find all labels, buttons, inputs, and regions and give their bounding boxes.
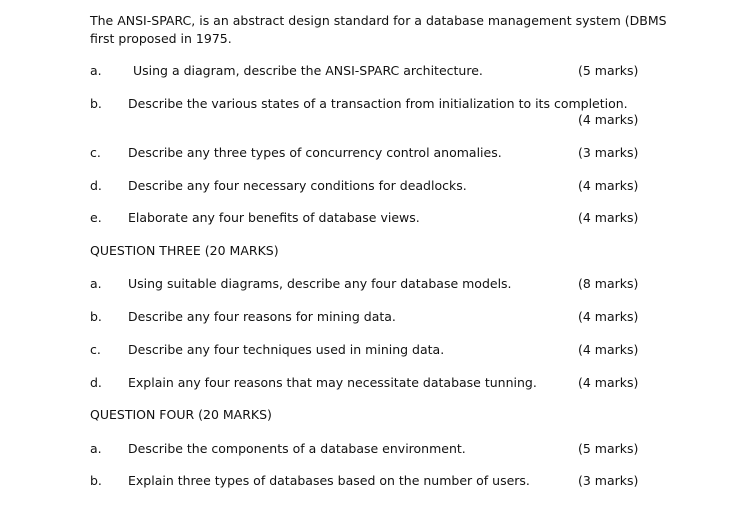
item-letter: b. [90, 309, 102, 324]
question-item [0, 209, 756, 227]
item-marks: (4 marks) [578, 178, 639, 193]
item-letter: b. [90, 473, 102, 488]
item-text: Explain three types of databases based on the number of users. [128, 473, 530, 488]
item-marks: (3 marks) [578, 473, 639, 488]
question-item [0, 341, 756, 359]
section-heading-text: QUESTION FOUR (20 MARKS) [90, 407, 272, 422]
question-item [0, 374, 756, 392]
question-item [0, 177, 756, 195]
question-item [0, 144, 756, 162]
question-item-marks-row [0, 111, 756, 129]
intro-line-2: first proposed in 1975. [90, 31, 232, 46]
item-text: Describe any four necessary conditions for deadlocks. [128, 178, 467, 193]
item-text: Describe any three types of concurrency control anomalies. [128, 145, 502, 160]
item-letter: d. [90, 375, 102, 390]
section-heading-q3 [0, 242, 756, 260]
question-item [0, 472, 756, 490]
intro-line-1: The ANSI-SPARC, is an abstract design standard for a database management system (DBMS [90, 13, 667, 28]
item-marks: (3 marks) [578, 145, 639, 160]
intro-paragraph [90, 12, 680, 48]
question-item [0, 62, 756, 80]
item-text: Describe the components of a database environment. [128, 441, 466, 456]
item-text: Using suitable diagrams, describe any four database models. [128, 276, 512, 291]
item-text: Using a diagram, describe the ANSI-SPARC architecture. [133, 63, 483, 78]
item-marks: (8 marks) [578, 276, 639, 291]
item-letter: c. [90, 342, 101, 357]
item-marks: (4 marks) [578, 210, 639, 225]
item-text: Describe any four techniques used in mining data. [128, 342, 445, 357]
item-letter: a. [90, 441, 102, 456]
item-marks: (4 marks) [578, 112, 639, 127]
item-text: Describe the various states of a transaction from initialization to its completion. [128, 96, 628, 111]
item-text: Describe any four reasons for mining data. [128, 309, 396, 324]
item-letter: b. [90, 96, 102, 111]
item-text: Explain any four reasons that may necessitate database tunning. [128, 375, 537, 390]
item-letter: c. [90, 145, 101, 160]
item-letter: a. [90, 276, 102, 291]
question-item [0, 275, 756, 293]
item-letter: e. [90, 210, 102, 225]
item-letter: a. [90, 63, 102, 78]
section-heading-q4 [0, 406, 756, 424]
item-marks: (4 marks) [578, 342, 639, 357]
item-marks: (5 marks) [578, 63, 639, 78]
question-item [0, 308, 756, 326]
question-item [0, 440, 756, 458]
item-letter: d. [90, 178, 102, 193]
item-text: Elaborate any four benefits of database views. [128, 210, 420, 225]
item-marks: (5 marks) [578, 441, 639, 456]
section-heading-text: QUESTION THREE (20 MARKS) [90, 243, 279, 258]
item-marks: (4 marks) [578, 309, 639, 324]
item-marks: (4 marks) [578, 375, 639, 390]
